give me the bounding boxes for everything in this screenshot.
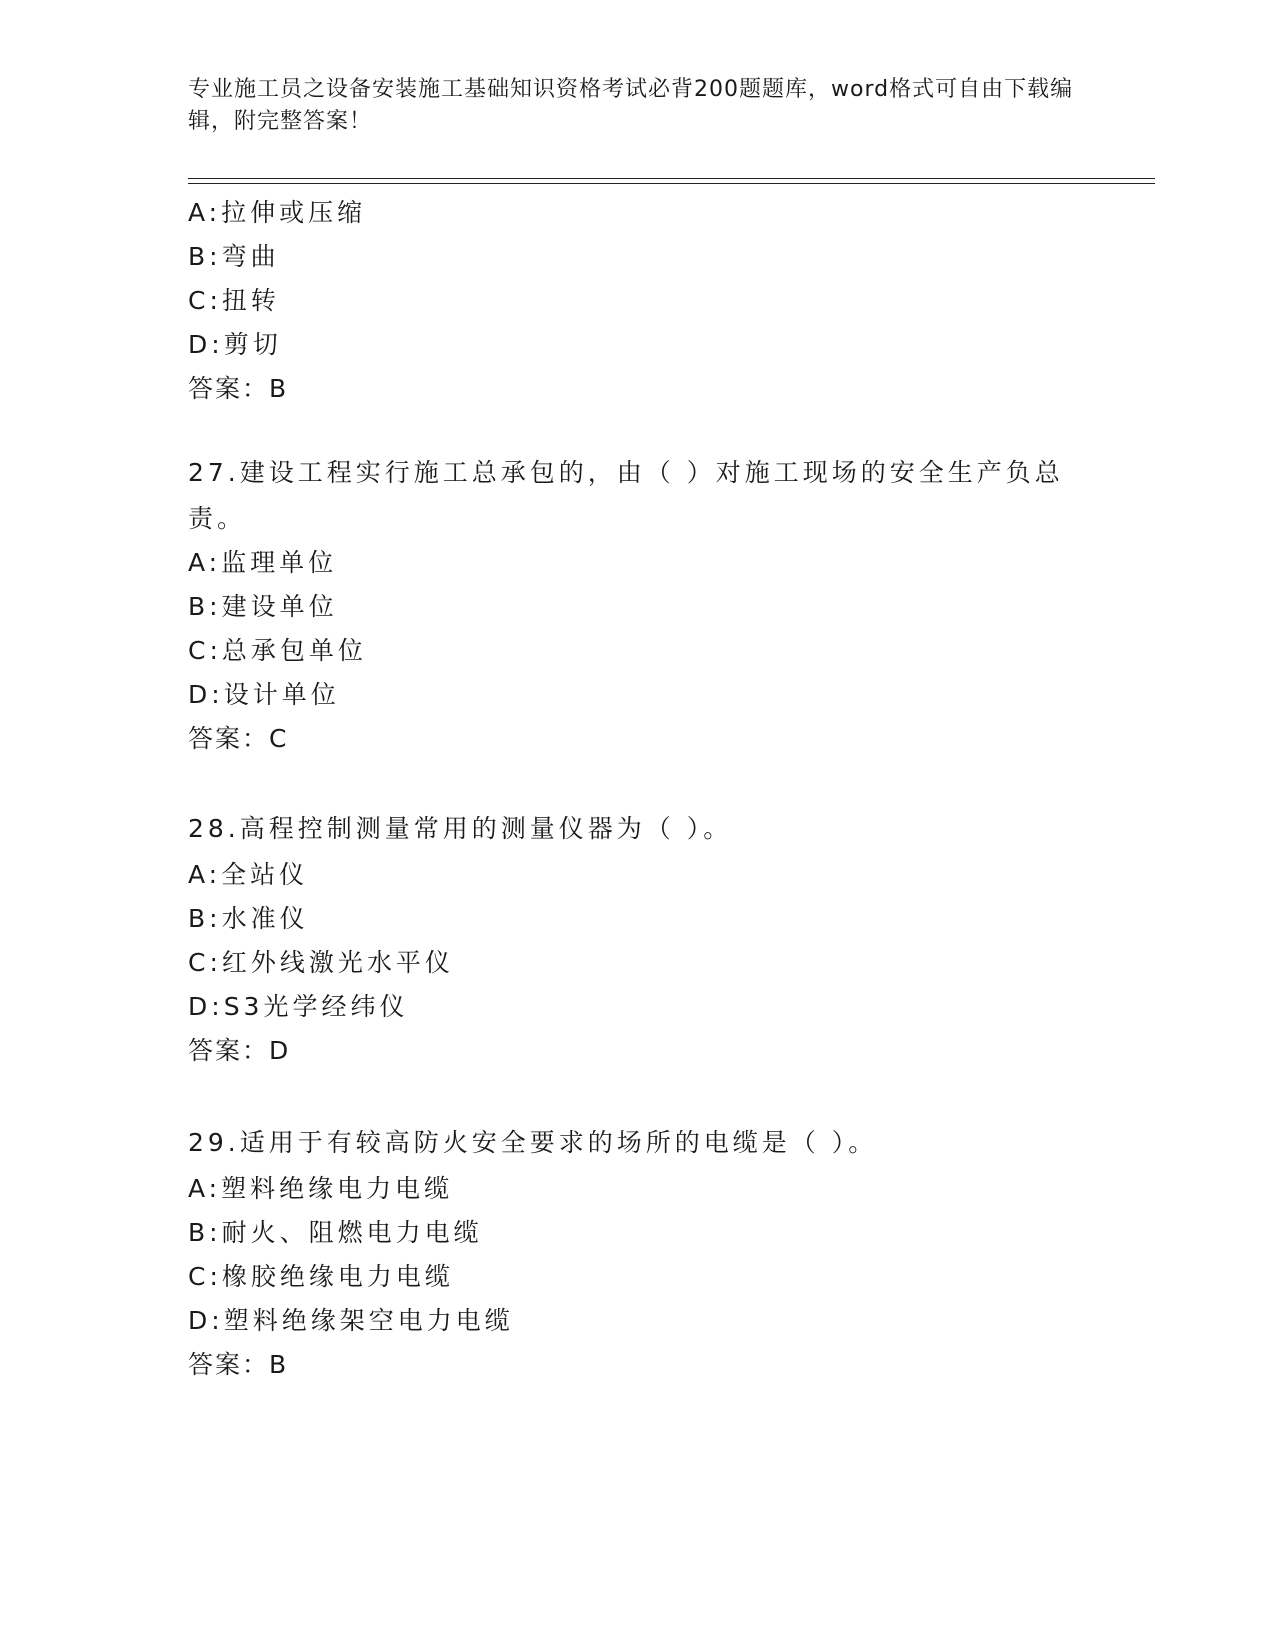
- option-c: C:总承包单位: [188, 636, 367, 665]
- option-c: C:扭转: [188, 286, 280, 315]
- option-c: C:橡胶绝缘电力电缆: [188, 1262, 454, 1291]
- option-d: D:塑料绝缘架空电力电缆: [188, 1306, 514, 1335]
- answer-line: 答案：D: [188, 1036, 291, 1065]
- answer-line: 答案：B: [188, 374, 289, 403]
- option-a: A:拉伸或压缩: [188, 198, 367, 227]
- option-b: B:弯曲: [188, 242, 280, 271]
- answer-line: 答案：C: [188, 724, 289, 753]
- header-rule-bottom: [188, 183, 1155, 184]
- option-c: C:红外线激光水平仪: [188, 948, 454, 977]
- option-d: D:设计单位: [188, 680, 340, 709]
- option-a: A:塑料绝缘电力电缆: [188, 1174, 454, 1203]
- option-a: A:监理单位: [188, 548, 338, 577]
- option-b: B:水准仪: [188, 904, 309, 933]
- header-rule-top: [188, 178, 1155, 179]
- option-a: A:全站仪: [188, 860, 309, 889]
- option-b: B:耐火、阻燃电力电缆: [188, 1218, 483, 1247]
- question-stem: 28.高程控制测量常用的测量仪器为（ ）。: [188, 814, 733, 843]
- option-b: B:建设单位: [188, 592, 338, 621]
- document-header: 专业施工员之设备安装施工基础知识资格考试必背200题题库，word格式可自由下载编辑，附完整答案！: [188, 77, 1074, 134]
- answer-line: 答案：B: [188, 1350, 289, 1379]
- option-d: D:S3光学经纬仪: [188, 992, 409, 1021]
- question-stem: 29.适用于有较高防火安全要求的场所的电缆是（ ）。: [188, 1128, 878, 1157]
- question-stem: 27.建设工程实行施工总承包的，由（ ）对施工现场的安全生产负总责。: [188, 458, 1064, 533]
- option-d: D:剪切: [188, 330, 282, 359]
